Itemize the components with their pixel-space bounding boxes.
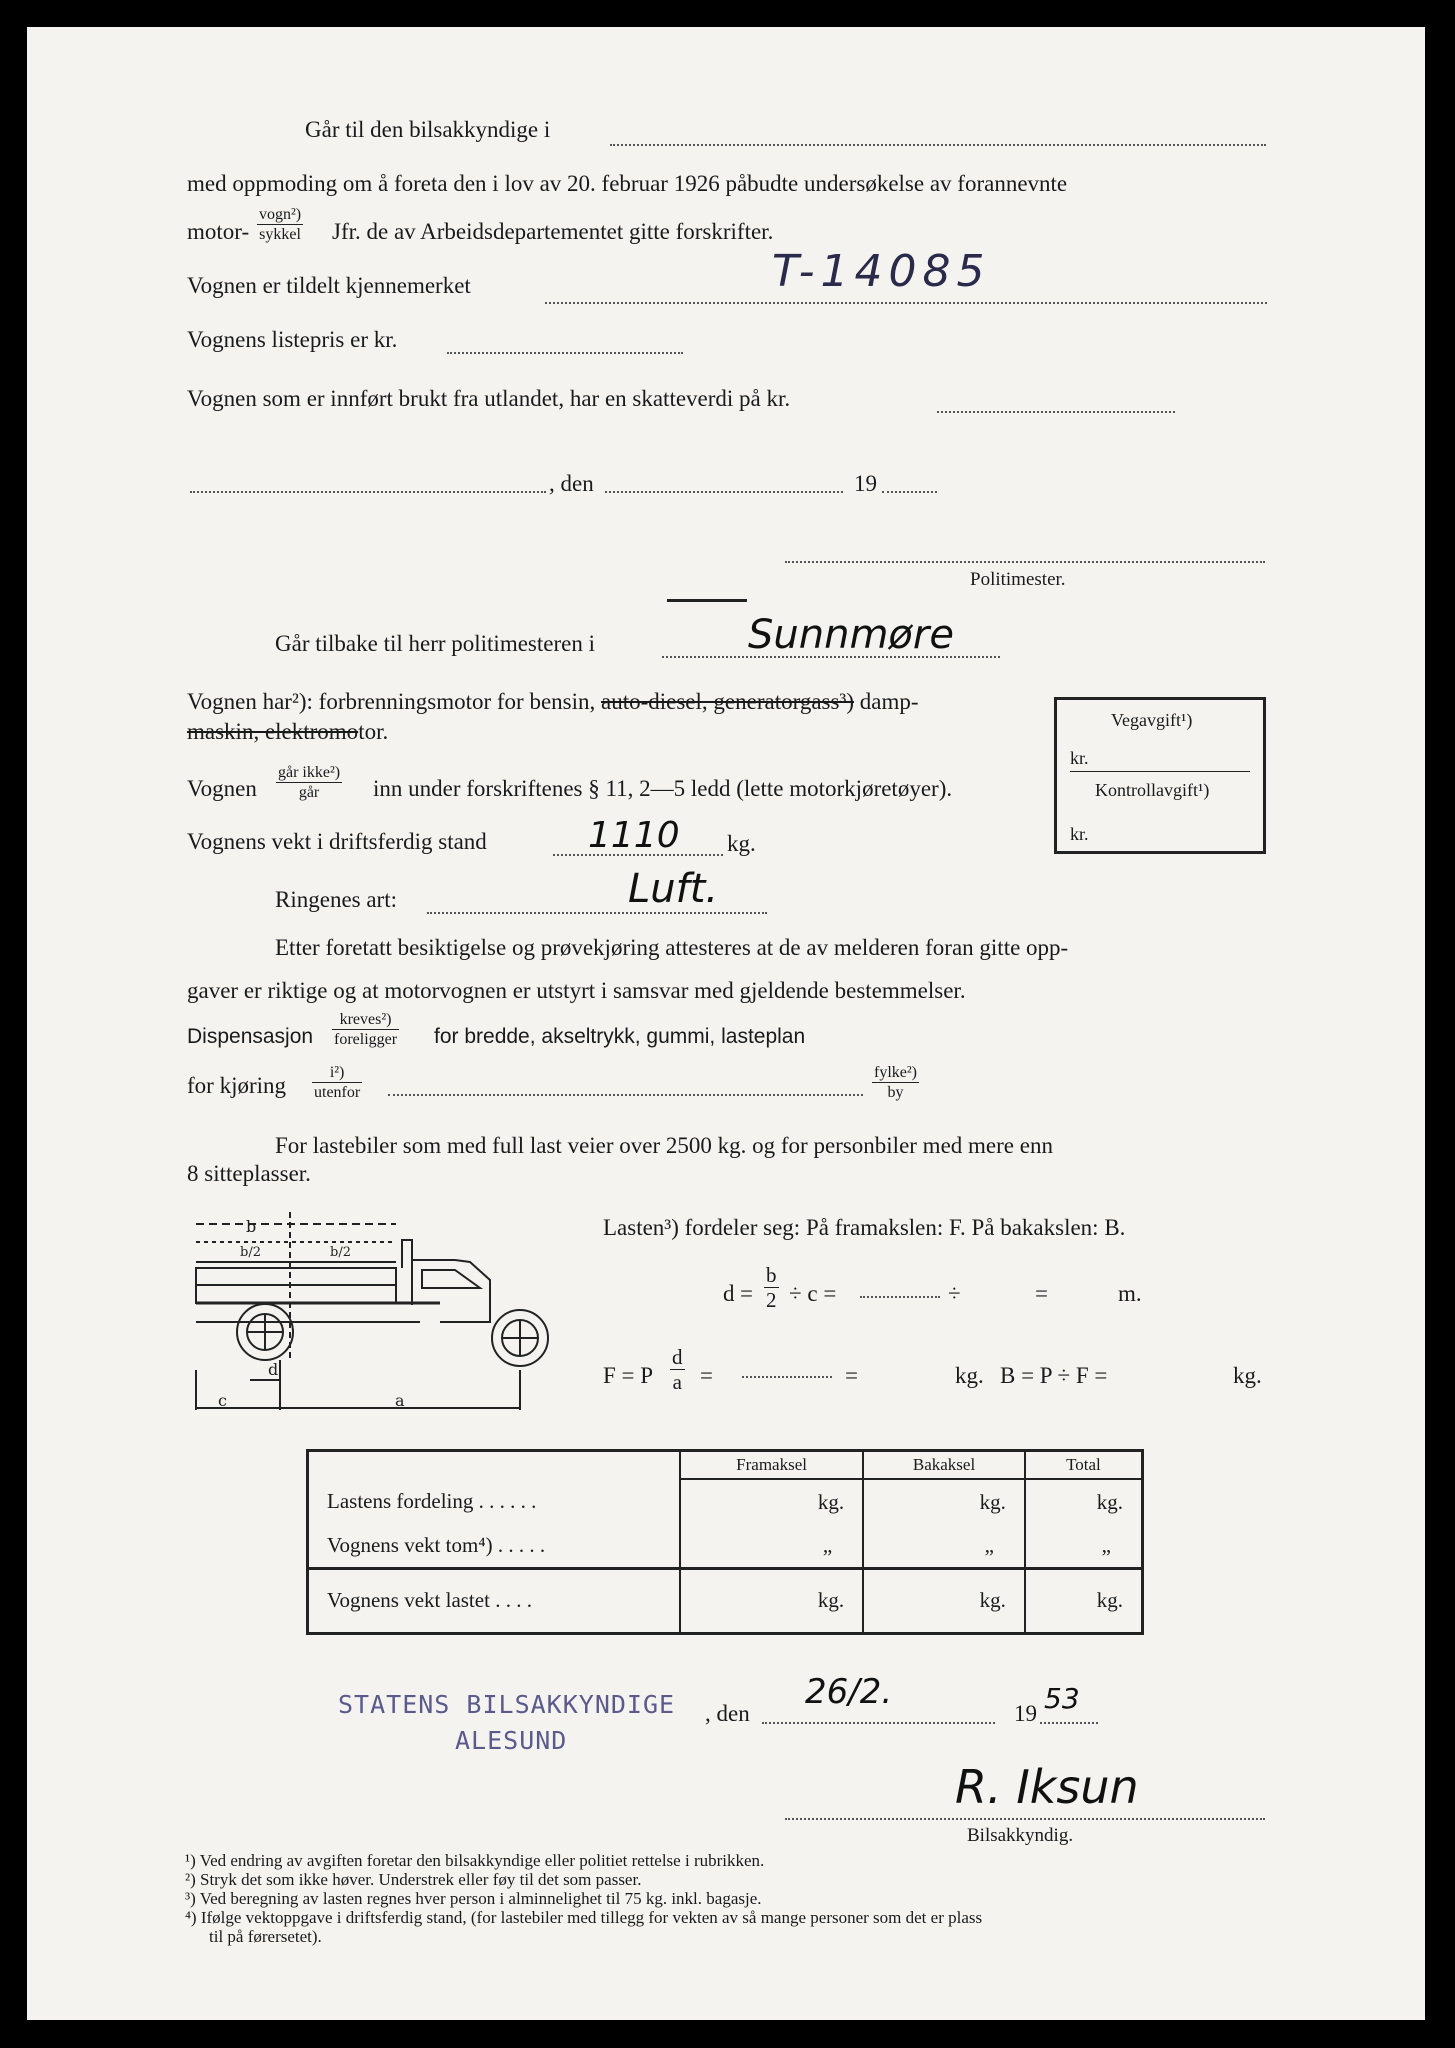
fraction-denominator: 2 (766, 1288, 777, 1312)
intro-line-3-prefix: motor- (187, 219, 250, 244)
table-cell[interactable]: kg. (863, 1568, 1025, 1633)
eq1-equals: = (740, 1281, 753, 1306)
table-row (308, 1479, 1143, 1525)
vegavgift-line (1070, 771, 1250, 772)
registration-field[interactable] (545, 302, 1267, 304)
engine-line-1 (187, 688, 919, 716)
divider (667, 599, 747, 602)
row-label-text: Vognens vekt lastet (327, 1588, 490, 1613)
table-header-blank (308, 1451, 681, 1479)
fraction-denominator: utenfor (314, 1084, 361, 1101)
import-value-label: Vognen som er innført brukt fra utlandet, har en skatteverdi på kr. (187, 386, 791, 411)
eq1-field-1[interactable] (860, 1296, 940, 1298)
driving-prefix: for kjøring (187, 1073, 287, 1098)
table-row-label (308, 1479, 681, 1525)
fraction-denominator: by (887, 1084, 904, 1101)
tires-value: Luft. (628, 866, 719, 912)
table-cell[interactable]: „ (863, 1525, 1025, 1569)
table-row (308, 1525, 1143, 1569)
politimester-signature-field[interactable] (785, 561, 1265, 563)
list-price-field[interactable] (447, 352, 683, 354)
table-cell[interactable]: kg. (680, 1568, 863, 1633)
date-den: , den (549, 471, 594, 496)
diagram-label-c: c (218, 1391, 227, 1410)
trucks-line-1: For lastebiler som med full last veier over 2500 kg. og for personbiler med mere enn (275, 1133, 1053, 1158)
dispensation-fraction (332, 1010, 399, 1049)
diagram-label-d: d (268, 1360, 279, 1379)
table-cell[interactable]: kg. (863, 1479, 1025, 1525)
fraction-denominator: sykkel (259, 226, 301, 243)
signature-label: Bilsakkyndig. (967, 1825, 1074, 1846)
weight-unit: kg. (727, 831, 756, 856)
fraction-denominator: går (298, 784, 320, 801)
intro-fraction (257, 205, 303, 244)
fraction-numerator: d (672, 1345, 683, 1369)
fee-box (1054, 697, 1266, 854)
engine-line-2 (187, 718, 388, 746)
engine-text-c: tor. (358, 719, 389, 744)
eq1-minus-c: ÷ c = (789, 1281, 837, 1306)
fraction-denominator: a (672, 1370, 682, 1394)
driving-fraction (312, 1063, 362, 1102)
load-intro: Lasten³) fordeler seg: På framakslen: F. På bakakslen: B. (603, 1215, 1126, 1240)
dispensation-prefix: Dispensasjon (187, 1025, 314, 1048)
date-field[interactable] (605, 491, 843, 493)
light-vehicle-fraction (276, 763, 342, 802)
footnote-4: ⁴) Ifølge vektoppgave i driftsferdig stand, (for lastebiler med tillegg for vekten av så mange personer som det er plass (185, 1908, 983, 1927)
tires-field[interactable] (427, 912, 767, 914)
district-field[interactable] (610, 144, 1266, 146)
kontrollavgift-kr: kr. (1070, 824, 1089, 844)
table-cell[interactable]: „ (680, 1525, 863, 1569)
fraction-numerator: vogn²) (259, 206, 302, 223)
place-field[interactable] (190, 491, 546, 493)
date-year-prefix: 19 (854, 471, 877, 496)
year-field[interactable] (882, 491, 937, 493)
vegavgift-kr: kr. (1070, 748, 1089, 768)
fraction-numerator: fylke²) (874, 1064, 917, 1081)
intro-line-1: Går til den bilsakkyndige i (305, 117, 551, 142)
intro-line-2: med oppmoding om å foreta den i lov av 20. februar 1926 påbudte undersøkelse av forannevnte (187, 171, 1068, 196)
footnote-3: ³) Ved beregning av lasten regnes hver person i alminnelighet til 75 kg. inkl. bagasje. (185, 1889, 762, 1908)
eq2-kg: kg. (955, 1363, 984, 1388)
sign-year-field[interactable] (1040, 1722, 1098, 1724)
light-vehicle-suffix: inn under forskriftenes § 11, 2—5 ledd (lette motorkjøretøyer). (373, 776, 953, 801)
sign-year-prefix: 19 (1014, 1701, 1037, 1726)
table-cell[interactable]: kg. (680, 1479, 863, 1525)
diagram-label-b-half: b/2 (240, 1245, 261, 1260)
eq2-fraction (670, 1345, 685, 1394)
signature: R. Iksun (955, 1760, 1139, 1814)
registration-value: T-14085 (772, 246, 991, 297)
intro-line-3-suffix: Jfr. de av Arbeidsdepartementet gitte forskrifter. (332, 219, 774, 244)
load-table (306, 1449, 1144, 1635)
fraction-numerator: i²) (312, 1063, 362, 1083)
eq3-b: B = P ÷ F = (1000, 1363, 1108, 1388)
eq1-unit: m. (1118, 1281, 1142, 1306)
row-label-text: Vognens vekt tom⁴) (327, 1533, 493, 1558)
truck-diagram-details (190, 1210, 555, 1420)
table-header-total: Total (1025, 1451, 1143, 1479)
engine-struck-text: auto-diesel, generatorgass³) (601, 689, 854, 714)
diagram-label-b-half-2: b/2 (330, 1245, 351, 1260)
eq3-kg: kg. (1233, 1363, 1262, 1388)
weight-value: 1110 (588, 815, 680, 856)
footnote-1: ¹) Ved endring av avgiften foretar den bilsakkyndige eller politiet rettelse i rubrikken. (185, 1851, 765, 1870)
driving-fraction-2 (872, 1063, 919, 1102)
table-header-framaksel: Framaksel (680, 1451, 863, 1479)
eq2-f: F = P (603, 1363, 654, 1388)
diagram-label-b: b (246, 1217, 257, 1236)
table-row-label (308, 1525, 681, 1569)
dispensation-suffix: for bredde, akseltrykk, gummi, lasteplan (434, 1025, 806, 1048)
list-price-label: Vognens listepris er kr. (187, 327, 398, 352)
eq1-d: d (723, 1281, 735, 1306)
row-label-text: Lastens fordeling (327, 1489, 474, 1514)
row-label-dots: . . . . . (497, 1533, 546, 1558)
table-cell[interactable]: „ (1025, 1525, 1143, 1569)
fraction-numerator: går ikke²) (278, 764, 341, 781)
fraction-numerator: kreves²) (332, 1010, 399, 1030)
footnote-2: ²) Stryk det som ikke høver. Understrek eller føy til det som passer. (185, 1870, 642, 1889)
fraction-numerator: b (766, 1263, 777, 1287)
table-row-label (308, 1568, 681, 1633)
eq2-equals: = (700, 1363, 713, 1388)
vegavgift-label: Vegavgift¹) (1111, 710, 1193, 730)
table-header-row (308, 1451, 1143, 1479)
weight-label: Vognens vekt i driftsferdig stand (187, 829, 487, 854)
sign-date-field[interactable] (762, 1722, 995, 1724)
row-label-dots: . . . . . . (478, 1489, 537, 1514)
eq1-divide: ÷ (948, 1281, 961, 1306)
attest-line-2: gaver er riktige og at motorvognen er utstyrt i samsvar med gjeldende bestemmelser. (187, 978, 966, 1003)
sign-date-den: , den (705, 1701, 750, 1726)
sign-year-value: 53 (1044, 1682, 1080, 1715)
stamp-line-1: STATENS BILSAKKYNDIGE (338, 1690, 676, 1719)
engine-text-a: Vognen har²): forbrenningsmotor for bensin, (187, 689, 596, 714)
kontrollavgift-label: Kontrollavgift¹) (1095, 780, 1210, 800)
attest-line-1: Etter foretatt besiktigelse og prøvekjøring attesteres at de av melderen foran gitte opp- (275, 935, 1069, 960)
eq2-field[interactable] (742, 1376, 832, 1378)
row-label-dots: . . . . (495, 1588, 532, 1613)
eq1-fraction (764, 1263, 779, 1312)
stamp-line-2: ALESUND (455, 1726, 568, 1755)
return-label: Går tilbake til herr politimesteren i (275, 631, 595, 656)
footnote-4-cont: til på førersetet). (209, 1927, 322, 1946)
import-value-field[interactable] (937, 411, 1175, 413)
engine-text-b: damp- (859, 689, 919, 714)
signature-field[interactable] (785, 1818, 1265, 1820)
sign-date-value: 26/2. (805, 1672, 893, 1712)
light-vehicle-prefix: Vognen (187, 776, 257, 801)
registration-label: Vognen er tildelt kjennemerket (187, 273, 471, 298)
driving-field[interactable] (388, 1094, 863, 1096)
trucks-line-2: 8 sitteplasser. (187, 1161, 311, 1186)
eq1-equals-2: = (1035, 1281, 1048, 1306)
eq2-equals-2: = (845, 1363, 858, 1388)
table-header-bakaksel: Bakaksel (863, 1451, 1025, 1479)
engine-struck-text-2: maskin, elektromo (187, 719, 359, 744)
tires-label: Ringenes art: (275, 887, 397, 912)
diagram-label-a: a (395, 1391, 405, 1410)
fraction-denominator: foreligger (334, 1031, 398, 1048)
table-cell[interactable]: kg. (1025, 1479, 1143, 1525)
table-row (308, 1568, 1143, 1633)
return-value: Sunnmøre (748, 612, 954, 658)
table-cell[interactable]: kg. (1025, 1568, 1143, 1633)
politimester-label: Politimester. (970, 569, 1066, 590)
